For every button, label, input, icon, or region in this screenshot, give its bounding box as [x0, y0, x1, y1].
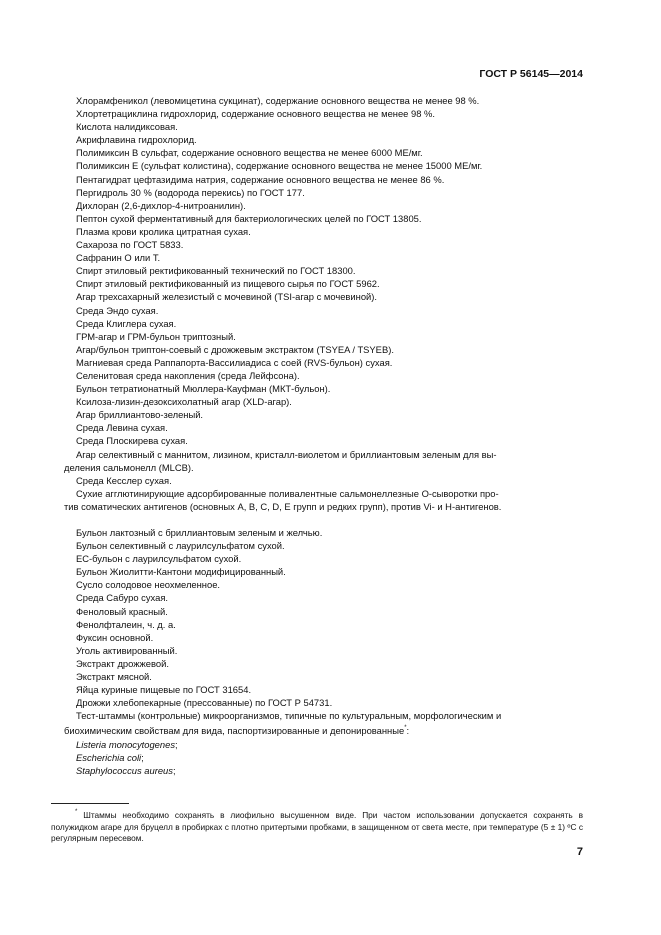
paragraph-mlcb: [64, 448, 583, 474]
list-item: Среда Клиглера сухая.: [76, 317, 177, 329]
footnote-mark: *: [75, 809, 78, 815]
separator: ;: [172, 764, 176, 776]
list-item: Кислота налидиксовая.: [76, 121, 178, 133]
paragraph-line: тив соматических антигенов (основных А, В, С, D, Е групп и редких групп), против Vi- и Н-антигенов.: [64, 500, 502, 512]
list-item: Феноловый красный.: [76, 605, 168, 617]
list-item: Хлорамфеникол (левомицетина сукцинат), содержание основного вещества не менее 98 %.: [76, 95, 480, 106]
page-number: 7: [576, 846, 583, 858]
document-body: [64, 94, 583, 777]
paragraph-line: [64, 722, 583, 737]
list-item: Уголь активированный.: [76, 644, 178, 656]
list-item: Селенитовая среда накопления (среда Лейфсона).: [76, 369, 300, 381]
list-item: Дрожжи хлебопекарные (прессованные) по ГОСТ Р 54731.: [76, 697, 333, 709]
list-item: Бульон лактозный с бриллиантовым зеленым и желчью.: [76, 527, 323, 538]
paragraph-text: биохимическим свойствам для вида, паспортизированные и депонированные: [64, 725, 405, 737]
list-item: ГРМ-агар и ГРМ-бульон триптозный.: [76, 330, 236, 342]
list-item: Агар трехсахарный железистый с мочевиной (TSI-агар с мочевиной).: [76, 291, 378, 303]
list-item: Экстракт дрожжевой.: [76, 657, 169, 669]
species-item: [76, 738, 583, 751]
footnote-text: Штаммы необходимо сохранять в лиофильно высушенном виде. При частом использовании допускается сохранять в полужидком агаре для бруцелл в пробирках с плотно притертыми пробками, в защищенном от света месте, при температуре (5 ± 1) ºС с регулярным пересевом.: [51, 810, 583, 844]
paragraph-sera: [64, 487, 583, 513]
list-item: Среда Кесслер сухая.: [76, 474, 172, 486]
footnote-divider: [51, 803, 129, 804]
list-item: Пергидроль 30 % (водорода перекись) по ГОСТ 177.: [76, 186, 305, 198]
list-item: Фенолфталеин, ч. д. а.: [76, 618, 176, 630]
species-item: [76, 764, 583, 777]
separator: ;: [141, 751, 144, 763]
list-item: ЕС-бульон с лаурилсульфатом сухой.: [76, 553, 242, 565]
footnote-mark: *: [404, 725, 407, 732]
list-item: Сахароза по ГОСТ 5833.: [76, 239, 184, 251]
separator: ;: [175, 738, 178, 750]
list-item: Бульон тетратионатный Мюллера-Кауфман (МКТ-бульон).: [76, 383, 331, 395]
list-item: Хлортетрациклина гидрохлорид, содержание основного вещества не менее 98 %.: [76, 108, 435, 120]
standard-designation: ГОСТ Р 56145—2014: [479, 68, 583, 80]
list-item: Полимиксин В сульфат, содержание основного вещества не менее 6000 МЕ/мг.: [76, 147, 423, 159]
footnote: [51, 807, 583, 845]
list-item: Агар бриллиантово-зеленый.: [76, 409, 204, 421]
paragraph-line: Агар селективный с маннитом, лизином, кристалл-виолетом и бриллиантовым зеленым для вы-: [76, 448, 497, 460]
list-item: Бульон Жиолитти-Кантони модифицированный.: [76, 566, 286, 578]
species-list: [76, 738, 583, 777]
species-item: [76, 751, 583, 764]
reagent-list-b: [76, 526, 583, 709]
list-item: Яйца куриные пищевые по ГОСТ 31654.: [76, 684, 252, 696]
list-item: Дихлоран (2,6-дихлор-4-нитроанилин).: [76, 199, 246, 211]
list-item: Среда Сабуро сухая.: [76, 592, 169, 604]
list-item: Среда Эндо сухая.: [76, 304, 159, 316]
colon: :: [406, 725, 410, 737]
list-item: Фуксин основной.: [76, 631, 154, 643]
list-item: Пентагидрат цефтазидима натрия, содержание основного вещества не менее 86 %.: [76, 173, 445, 185]
list-item: Среда Плоскирева сухая.: [76, 435, 188, 447]
list-item: Среда Левина сухая.: [76, 422, 168, 434]
species-name: Staphylococcus aureus: [76, 764, 173, 776]
list-item: Пептон сухой ферментативный для бактериологических целей по ГОСТ 13805.: [76, 212, 422, 224]
list-item: Агар/бульон триптон-соевый с дрожжевым экстрактом (TSYEA / TSYEB).: [76, 343, 394, 355]
list-item: Акрифлавина гидрохлорид.: [76, 134, 197, 146]
paragraph-line: деления сальмонелл (MLCB).: [64, 461, 194, 473]
reagent-list-a: [76, 94, 583, 448]
species-name: Escherichia coli: [76, 751, 142, 763]
paragraph-strains: [64, 709, 583, 737]
paragraph-line: Тест-штаммы (контрольные) микроорганизмов, типичные по культуральным, морфологическим и: [76, 710, 502, 722]
list-item: Сафранин О или Т.: [76, 252, 161, 264]
list-item: Магниевая среда Раппапорта-Вассилиадиса с соей (RVS-бульон) сухая.: [76, 356, 393, 368]
list-item: Бульон селективный с лаурилсульфатом сухой.: [76, 540, 285, 552]
list-item: Ксилоза-лизин-дезоксихолатный агар (XLD-агар).: [76, 396, 292, 408]
paragraph-line: Сухие агглютинирующие адсорбированные поливалентные сальмонеллезные О-сыворотки про-: [76, 487, 499, 499]
list-item: Экстракт мясной.: [76, 671, 152, 683]
species-name: Listeria monocytogenes: [76, 738, 176, 750]
list-item: Спирт этиловый ректификованный технический по ГОСТ 18300.: [76, 265, 356, 277]
list-item: Плазма крови кролика цитратная сухая.: [76, 225, 251, 237]
list-item: Сусло солодовое неохмеленное.: [76, 579, 221, 591]
list-item: Спирт этиловый ректификованный из пищевого сырья по ГОСТ 5962.: [76, 278, 380, 290]
list-item: Полимиксин Е (сульфат колистина), содержание основного вещества не менее 15000 МЕ/мг.: [76, 160, 483, 172]
